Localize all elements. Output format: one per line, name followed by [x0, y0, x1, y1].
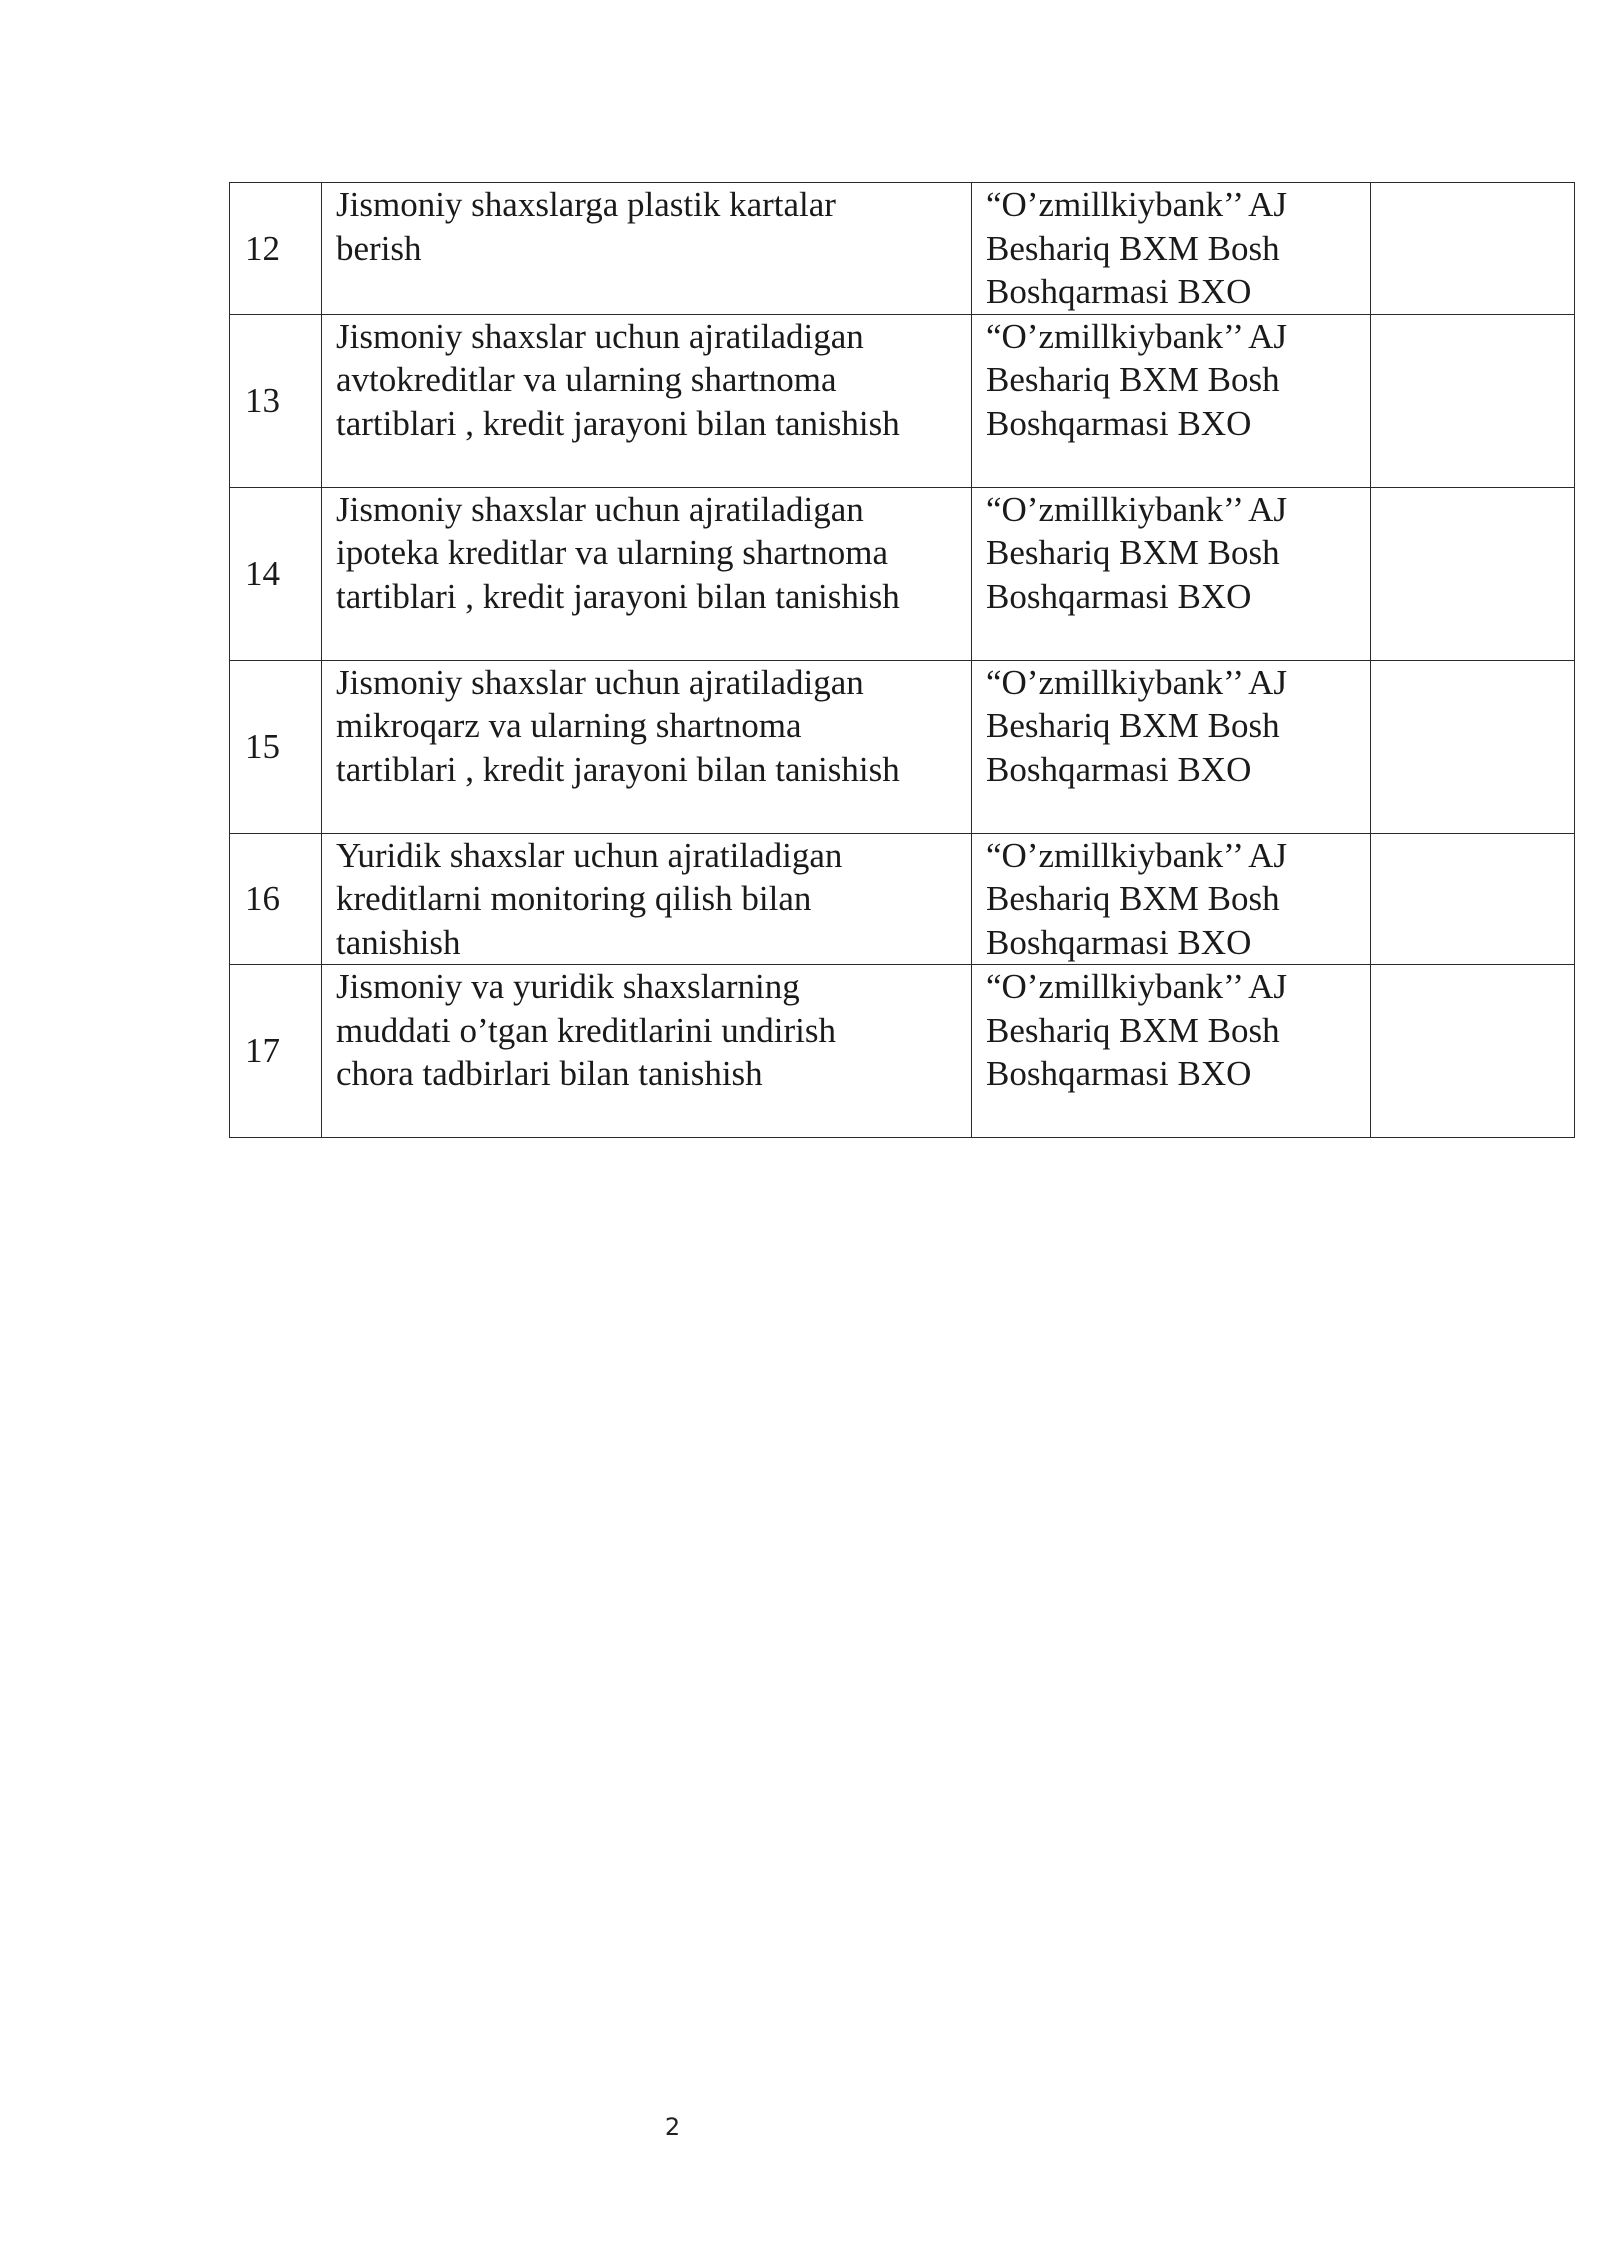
note-cell: [1371, 965, 1575, 1138]
topic-cell: Jismoniy shaxslar uchun ajratiladigan avtokreditlar va ularning shartnoma tartiblari , kredit jarayoni bilan tanishish: [322, 314, 972, 487]
organization-cell: “O’zmillkiybank’’ AJ Beshariq BXM Bosh Boshqarmasi BXO: [972, 487, 1371, 660]
table-row: [230, 660, 1575, 833]
organization-cell: “O’zmillkiybank’’ AJ Beshariq BXM Bosh Boshqarmasi BXO: [972, 183, 1371, 315]
table-row: [230, 833, 1575, 965]
organization-cell: “O’zmillkiybank’’ AJ Beshariq BXM Bosh Boshqarmasi BXO: [972, 965, 1371, 1138]
note-cell: [1371, 833, 1575, 965]
table-row: [230, 183, 1575, 315]
row-number: 16: [230, 833, 322, 965]
page-number: 2: [664, 2113, 681, 2141]
topic-cell: Jismoniy shaxslar uchun ajratiladigan ipoteka kreditlar va ularning shartnoma tartiblari , kredit jarayoni bilan tanishish: [322, 487, 972, 660]
practice-plan-table: [229, 182, 1575, 1138]
note-cell: [1371, 183, 1575, 315]
organization-cell: “O’zmillkiybank’’ AJ Beshariq BXM Bosh Boshqarmasi BXO: [972, 833, 1371, 965]
row-number: 12: [230, 183, 322, 315]
topic-cell: Yuridik shaxslar uchun ajratiladigan kreditlarni monitoring qilish bilan tanishish: [322, 833, 972, 965]
organization-cell: “O’zmillkiybank’’ AJ Beshariq BXM Bosh Boshqarmasi BXO: [972, 314, 1371, 487]
topic-cell: Jismoniy va yuridik shaxslarning muddati o’tgan kreditlarini undirish chora tadbirlari bilan tanishish: [322, 965, 972, 1138]
topic-cell: Jismoniy shaxslar uchun ajratiladigan mikroqarz va ularning shartnoma tartiblari , kredit jarayoni bilan tanishish: [322, 660, 972, 833]
note-cell: [1371, 314, 1575, 487]
table-row: [230, 965, 1575, 1138]
note-cell: [1371, 660, 1575, 833]
table-row: [230, 487, 1575, 660]
note-cell: [1371, 487, 1575, 660]
row-number: 15: [230, 660, 322, 833]
row-number: 13: [230, 314, 322, 487]
topic-cell: Jismoniy shaxslarga plastik kartalar berish: [322, 183, 972, 315]
organization-cell: “O’zmillkiybank’’ AJ Beshariq BXM Bosh Boshqarmasi BXO: [972, 660, 1371, 833]
row-number: 14: [230, 487, 322, 660]
table-row: [230, 314, 1575, 487]
row-number: 17: [230, 965, 322, 1138]
